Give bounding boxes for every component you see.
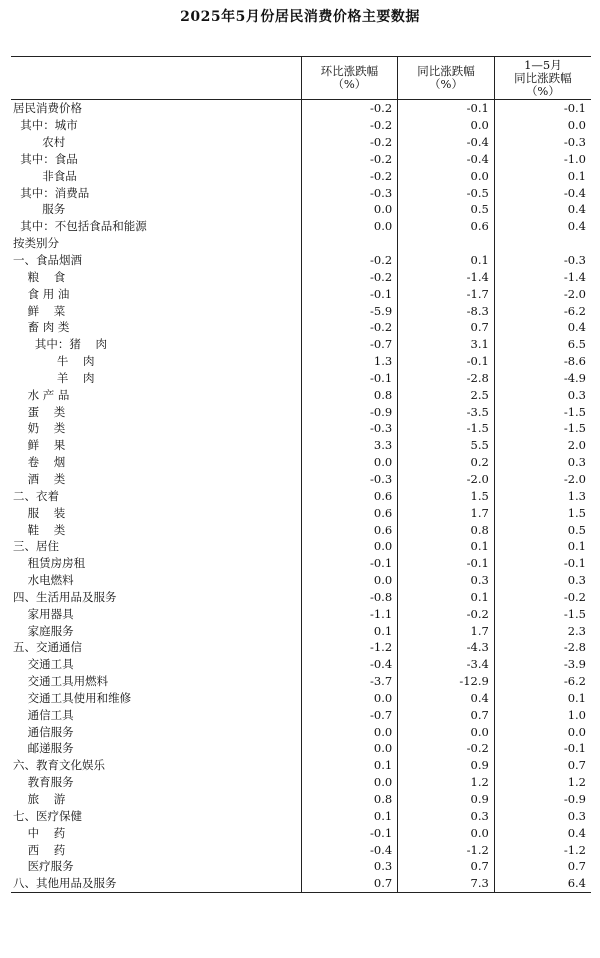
row-mom-value: -0.3 — [301, 420, 398, 437]
row-mom-value: -0.1 — [301, 555, 398, 572]
row-ytd-value: 0.4 — [494, 218, 591, 235]
row-ytd-value: -0.9 — [494, 791, 591, 808]
row-yoy-value: 0.7 — [398, 706, 495, 723]
row-label: 邮递服务 — [13, 741, 74, 756]
row-yoy-value: -2.0 — [398, 471, 495, 488]
row-label: 四、生活用品及服务 — [13, 589, 117, 604]
row-yoy-value: 1.2 — [398, 774, 495, 791]
row-ytd-value: 6.5 — [494, 336, 591, 353]
row-label: 服务 — [13, 202, 66, 217]
row-ytd-value: 1.5 — [494, 504, 591, 521]
row-mom-value: -1.1 — [301, 605, 398, 622]
table-row — [11, 420, 591, 437]
row-mom-value: -0.7 — [301, 336, 398, 353]
table-row — [11, 639, 591, 656]
row-label: 通信服务 — [13, 724, 74, 739]
row-mom-value: -0.4 — [301, 841, 398, 858]
row-yoy-value: -0.1 — [398, 555, 495, 572]
row-ytd-value: -2.0 — [494, 471, 591, 488]
row-ytd-value: 0.3 — [494, 386, 591, 403]
table-row — [11, 807, 591, 824]
row-yoy-value: 0.0 — [398, 117, 495, 134]
header-ytd-period: 1—5月 — [524, 57, 562, 72]
row-label: 中 药 — [13, 825, 66, 840]
row-yoy-value: -0.2 — [398, 740, 495, 757]
row-mom-value: 0.8 — [301, 386, 398, 403]
row-label: 其中：不包括食品和能源 — [13, 219, 147, 234]
row-ytd-value: -0.1 — [494, 740, 591, 757]
header-mom-column — [301, 57, 398, 100]
row-label: 交通工具 — [13, 657, 74, 672]
row-label: 三、居住 — [13, 539, 59, 554]
row-yoy-value: 0.7 — [398, 319, 495, 336]
row-yoy-value: 0.0 — [398, 723, 495, 740]
table-row — [11, 706, 591, 723]
row-mom-value: 0.0 — [301, 723, 398, 740]
row-mom-value: -0.2 — [301, 117, 398, 134]
row-ytd-value: 2.3 — [494, 622, 591, 639]
row-yoy-value: 0.9 — [398, 757, 495, 774]
row-label: 牛 肉 — [13, 354, 95, 369]
table-row — [11, 841, 591, 858]
row-ytd-value: -2.0 — [494, 285, 591, 302]
row-mom-value: -0.7 — [301, 706, 398, 723]
row-label: 居民消费价格 — [13, 101, 82, 116]
row-label: 羊 肉 — [13, 370, 95, 385]
row-label: 教育服务 — [13, 775, 74, 790]
row-mom-value: 0.0 — [301, 218, 398, 235]
row-yoy-value: -8.3 — [398, 302, 495, 319]
row-ytd-value: -0.4 — [494, 184, 591, 201]
row-yoy-value: 0.7 — [398, 858, 495, 875]
table-row — [11, 134, 591, 151]
row-yoy-value: 0.9 — [398, 791, 495, 808]
row-yoy-value: 5.5 — [398, 437, 495, 454]
row-label: 蛋 类 — [13, 404, 66, 419]
table-row — [11, 605, 591, 622]
row-ytd-value: -1.5 — [494, 403, 591, 420]
table-row — [11, 487, 591, 504]
row-ytd-value: 0.0 — [494, 723, 591, 740]
row-label: 农村 — [13, 135, 66, 150]
row-ytd-value — [494, 235, 591, 252]
row-ytd-value: 0.4 — [494, 201, 591, 218]
table-row — [11, 268, 591, 285]
row-ytd-value: 0.1 — [494, 538, 591, 555]
row-mom-value: 0.0 — [301, 740, 398, 757]
row-label: 交通工具使用和维修 — [13, 690, 132, 705]
row-mom-value: 0.1 — [301, 807, 398, 824]
row-label: 其中：消费品 — [13, 185, 90, 200]
row-ytd-value: 1.3 — [494, 487, 591, 504]
table-row — [11, 167, 591, 184]
row-ytd-value: 6.4 — [494, 875, 591, 892]
row-label: 家庭服务 — [13, 623, 74, 638]
row-ytd-value: -2.8 — [494, 639, 591, 656]
table-row — [11, 117, 591, 134]
table-row — [11, 572, 591, 589]
row-label: 租赁房房租 — [13, 556, 86, 571]
row-mom-value: -0.3 — [301, 184, 398, 201]
row-yoy-value: -1.4 — [398, 268, 495, 285]
row-label: 水电燃料 — [13, 573, 74, 588]
row-ytd-value: -0.3 — [494, 252, 591, 269]
row-mom-value: -0.4 — [301, 656, 398, 673]
table-row — [11, 151, 591, 168]
row-mom-value: 0.0 — [301, 572, 398, 589]
row-ytd-value: 0.3 — [494, 454, 591, 471]
table-row — [11, 403, 591, 420]
row-ytd-value: 0.7 — [494, 757, 591, 774]
row-mom-value: -5.9 — [301, 302, 398, 319]
row-yoy-value — [398, 235, 495, 252]
row-yoy-value: 0.1 — [398, 588, 495, 605]
row-mom-value: 0.7 — [301, 875, 398, 892]
row-ytd-value: 0.1 — [494, 690, 591, 707]
row-ytd-value: -0.1 — [494, 555, 591, 572]
row-ytd-value: 2.0 — [494, 437, 591, 454]
row-label: 其中：猪 肉 — [13, 337, 108, 352]
row-yoy-value: 3.1 — [398, 336, 495, 353]
row-mom-value: 3.3 — [301, 437, 398, 454]
table-row — [11, 538, 591, 555]
row-label: 畜 肉 类 — [13, 320, 70, 335]
row-mom-value: -3.7 — [301, 673, 398, 690]
table-row — [11, 302, 591, 319]
header-yoy-column — [398, 57, 495, 100]
row-label: 非食品 — [13, 168, 77, 183]
row-yoy-value: 0.5 — [398, 201, 495, 218]
row-yoy-value: 0.1 — [398, 252, 495, 269]
header-ytd-unit: （%） — [525, 83, 560, 98]
row-label: 鞋 类 — [13, 522, 66, 537]
row-mom-value: -0.2 — [301, 268, 398, 285]
row-mom-value: 0.3 — [301, 858, 398, 875]
row-mom-value: -0.2 — [301, 100, 398, 117]
row-yoy-value: 0.2 — [398, 454, 495, 471]
row-label: 家用器具 — [13, 606, 74, 621]
row-yoy-value: -1.2 — [398, 841, 495, 858]
row-label: 水 产 品 — [13, 387, 70, 402]
header-mom-unit: （%） — [332, 77, 367, 91]
table-row — [11, 319, 591, 336]
row-ytd-value: -1.5 — [494, 605, 591, 622]
row-label: 医疗服务 — [13, 859, 74, 874]
row-mom-value: 0.1 — [301, 757, 398, 774]
row-mom-value: 0.0 — [301, 454, 398, 471]
row-yoy-value: -0.5 — [398, 184, 495, 201]
row-mom-value — [301, 235, 398, 252]
table-row — [11, 521, 591, 538]
row-mom-value: 0.6 — [301, 521, 398, 538]
table-row — [11, 285, 591, 302]
row-label: 二、衣着 — [13, 488, 59, 503]
row-mom-value: 0.1 — [301, 622, 398, 639]
table-row — [11, 622, 591, 639]
row-yoy-value: -0.1 — [398, 353, 495, 370]
row-label: 其中：城市 — [13, 118, 78, 133]
row-ytd-value: 0.5 — [494, 521, 591, 538]
row-mom-value: -0.2 — [301, 134, 398, 151]
row-label: 按类别分 — [13, 236, 59, 251]
row-label: 粮 食 — [13, 269, 66, 284]
table-row — [11, 774, 591, 791]
table-row — [11, 858, 591, 875]
row-ytd-value: -1.0 — [494, 151, 591, 168]
row-label: 五、交通通信 — [13, 640, 82, 655]
row-mom-value: 0.8 — [301, 791, 398, 808]
table-row — [11, 555, 591, 572]
row-ytd-value: -0.1 — [494, 100, 591, 117]
row-yoy-value: -12.9 — [398, 673, 495, 690]
row-yoy-value: 7.3 — [398, 875, 495, 892]
row-label: 酒 类 — [13, 471, 66, 486]
row-yoy-value: 0.1 — [398, 538, 495, 555]
row-yoy-value: -0.4 — [398, 151, 495, 168]
row-ytd-value: -6.2 — [494, 302, 591, 319]
row-yoy-value: 2.5 — [398, 386, 495, 403]
table-row — [11, 588, 591, 605]
table-row — [11, 875, 591, 892]
row-mom-value: 0.0 — [301, 201, 398, 218]
row-label: 七、医疗保健 — [13, 808, 82, 823]
table-row — [11, 454, 591, 471]
table-row — [11, 723, 591, 740]
table-row — [11, 690, 591, 707]
table-row — [11, 504, 591, 521]
row-yoy-value: 0.4 — [398, 690, 495, 707]
row-mom-value: 0.6 — [301, 487, 398, 504]
table-row — [11, 386, 591, 403]
cpi-data-table — [11, 56, 591, 893]
row-ytd-value: 1.0 — [494, 706, 591, 723]
row-mom-value: 0.6 — [301, 504, 398, 521]
row-yoy-value: -3.4 — [398, 656, 495, 673]
row-ytd-value: -6.2 — [494, 673, 591, 690]
row-yoy-value: -3.5 — [398, 403, 495, 420]
row-ytd-value: -0.3 — [494, 134, 591, 151]
row-ytd-value: -1.4 — [494, 268, 591, 285]
row-mom-value: 0.0 — [301, 690, 398, 707]
header-ytd-label: 同比涨跌幅 — [514, 70, 572, 85]
row-yoy-value: -0.1 — [398, 100, 495, 117]
row-yoy-value: -0.2 — [398, 605, 495, 622]
row-yoy-value: 1.7 — [398, 622, 495, 639]
table-row — [11, 791, 591, 808]
row-label: 卷 烟 — [13, 455, 66, 470]
page-title: 2025年5月份居民消费价格主要数据 — [180, 9, 420, 25]
row-yoy-value: 1.7 — [398, 504, 495, 521]
row-label: 交通工具用燃料 — [13, 674, 109, 689]
row-mom-value: 1.3 — [301, 353, 398, 370]
row-yoy-value: 0.6 — [398, 218, 495, 235]
row-label: 鲜 果 — [13, 438, 66, 453]
row-ytd-value: -4.9 — [494, 370, 591, 387]
row-mom-value: -0.2 — [301, 252, 398, 269]
table-row — [11, 184, 591, 201]
row-yoy-value: -1.5 — [398, 420, 495, 437]
row-mom-value: -0.3 — [301, 471, 398, 488]
table-row — [11, 336, 591, 353]
row-ytd-value: 0.4 — [494, 824, 591, 841]
table-row — [11, 824, 591, 841]
row-mom-value: -0.2 — [301, 167, 398, 184]
row-ytd-value: -8.6 — [494, 353, 591, 370]
table-row — [11, 673, 591, 690]
row-yoy-value: -1.7 — [398, 285, 495, 302]
table-row — [11, 218, 591, 235]
row-label: 食 用 油 — [13, 286, 70, 301]
row-mom-value: -0.2 — [301, 319, 398, 336]
row-yoy-value: -4.3 — [398, 639, 495, 656]
row-label: 通信工具 — [13, 707, 74, 722]
row-ytd-value: -1.5 — [494, 420, 591, 437]
row-mom-value: 0.0 — [301, 538, 398, 555]
row-ytd-value: 0.1 — [494, 167, 591, 184]
row-label: 西 药 — [13, 842, 66, 857]
row-label: 旅 游 — [13, 792, 66, 807]
row-yoy-value: 0.3 — [398, 807, 495, 824]
row-mom-value: -1.2 — [301, 639, 398, 656]
row-ytd-value: 0.7 — [494, 858, 591, 875]
header-item-column — [11, 57, 301, 100]
row-mom-value: -0.8 — [301, 588, 398, 605]
header-mom-label: 环比涨跌幅 — [320, 64, 379, 78]
row-mom-value: -0.1 — [301, 370, 398, 387]
row-ytd-value: -0.2 — [494, 588, 591, 605]
header-yoy-label: 同比涨跌幅 — [417, 64, 475, 78]
row-ytd-value: -1.2 — [494, 841, 591, 858]
row-mom-value: -0.1 — [301, 285, 398, 302]
row-ytd-value: 0.4 — [494, 319, 591, 336]
header-ytd-column — [494, 57, 591, 100]
row-label: 服 装 — [13, 505, 66, 520]
row-label: 六、教育文化娱乐 — [13, 758, 105, 773]
row-label: 八、其他用品及服务 — [11, 875, 301, 892]
table-row — [11, 235, 591, 252]
table-row — [11, 201, 591, 218]
row-mom-value: -0.9 — [301, 403, 398, 420]
row-mom-value: -0.1 — [301, 824, 398, 841]
table-row — [11, 740, 591, 757]
row-yoy-value: 0.0 — [398, 824, 495, 841]
table-row — [11, 370, 591, 387]
row-mom-value: 0.0 — [301, 774, 398, 791]
table-row — [11, 353, 591, 370]
table-row — [11, 656, 591, 673]
table-body — [11, 100, 591, 893]
row-mom-value: -0.2 — [301, 151, 398, 168]
row-label: 奶 类 — [13, 421, 66, 436]
row-yoy-value: 0.8 — [398, 521, 495, 538]
table-row — [11, 757, 591, 774]
row-ytd-value: 0.0 — [494, 117, 591, 134]
row-label: 鲜 菜 — [13, 303, 66, 318]
row-yoy-value: -2.8 — [398, 370, 495, 387]
table-row — [11, 252, 591, 269]
header-row — [11, 57, 591, 100]
header-yoy-unit: （%） — [429, 77, 463, 91]
row-yoy-value: -0.4 — [398, 134, 495, 151]
row-ytd-value: 1.2 — [494, 774, 591, 791]
table-row — [11, 471, 591, 488]
row-ytd-value: 0.3 — [494, 807, 591, 824]
row-yoy-value: 0.3 — [398, 572, 495, 589]
row-yoy-value: 0.0 — [398, 167, 495, 184]
row-label: 一、食品烟酒 — [13, 253, 82, 268]
row-yoy-value: 1.5 — [398, 487, 495, 504]
table-row — [11, 437, 591, 454]
row-ytd-value: -3.9 — [494, 656, 591, 673]
table-header — [11, 57, 591, 100]
row-ytd-value: 0.3 — [494, 572, 591, 589]
row-label: 其中：食品 — [13, 151, 78, 166]
table-row — [11, 100, 591, 117]
